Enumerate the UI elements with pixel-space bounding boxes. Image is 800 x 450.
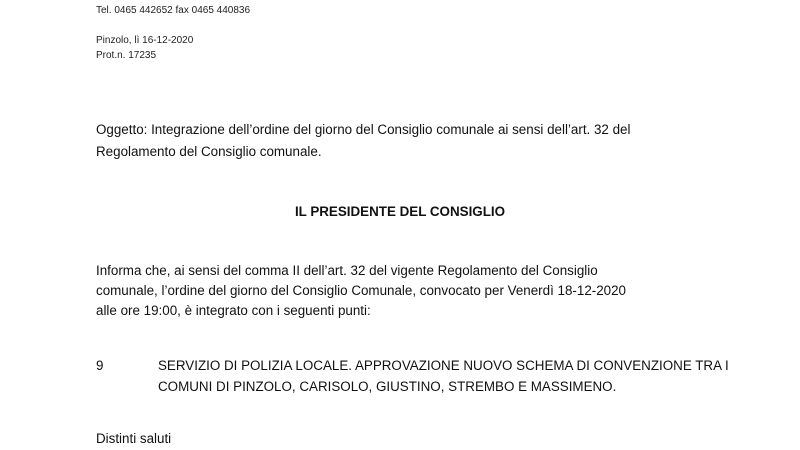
body-line-2: comunale, l’ordine del giorno del Consiglio Comunale, convocato per Venerdì 18-12-2020 (96, 283, 627, 298)
agenda-item-number: 9 (96, 358, 104, 373)
header-place-date: Pinzolo, lì 16-12-2020 (96, 35, 194, 46)
subject-line-2: Regolamento del Consiglio comunale. (96, 144, 322, 159)
document-title: IL PRESIDENTE DEL CONSIGLIO (294, 204, 506, 219)
header-phone-fax: Tel. 0465 442652 fax 0465 440836 (96, 5, 251, 16)
body-line-3: alle ore 19:00, è integrato con i seguenti punti: (96, 303, 371, 318)
body-line-1: Informa che, ai sensi del comma II dell’art. 32 del vigente Regolamento del Consiglio (96, 263, 598, 278)
header-protocol: Prot.n. 17235 (96, 50, 157, 61)
agenda-item-line-2: COMUNI DI PINZOLO, CARISOLO, GIUSTINO, STREMBO E MASSIMENO. (158, 379, 617, 394)
subject-line-1: Oggetto: Integrazione dell’ordine del giorno del Consiglio comunale ai sensi dell’art. 32 del (96, 122, 631, 137)
closing-text: Distinti saluti (96, 431, 172, 446)
agenda-item-line-1: SERVIZIO DI POLIZIA LOCALE. APPROVAZIONE NUOVO SCHEMA DI CONVENZIONE TRA I (158, 358, 729, 373)
